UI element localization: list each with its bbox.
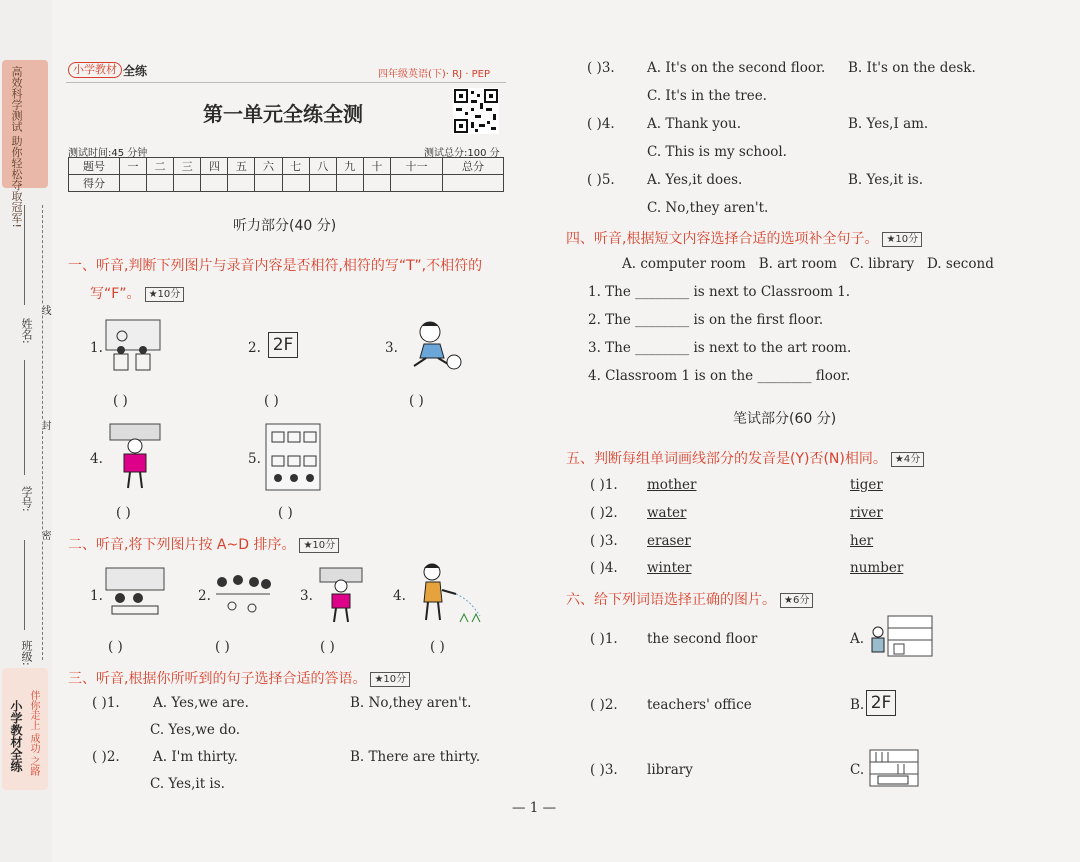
page-title: 第一单元全练全测 — [203, 102, 363, 126]
s3-q5-c: C. No,they aren't. — [647, 200, 769, 216]
s3-q2-b: B. There are thirty. — [350, 749, 481, 765]
grade-info: 四年级英语(下)· RJ · PEP — [378, 69, 490, 80]
s6-row-1-paren[interactable]: ( )1. — [590, 631, 618, 647]
section-3-points-text: 10分 — [383, 674, 407, 685]
s3-q3-paren[interactable]: ( )3. — [587, 60, 615, 76]
floor-2f-box — [268, 332, 298, 358]
boy-with-book-image — [318, 566, 364, 626]
girl-watering-plants-image — [410, 560, 488, 628]
line-char-1: 线 — [39, 305, 50, 315]
score-cell — [390, 175, 442, 192]
section-5-title — [566, 448, 924, 468]
section-2-title — [68, 534, 339, 554]
score-col: 八 — [309, 158, 336, 175]
section-4-points: ★10分 — [882, 232, 922, 247]
line-char-3: 密 — [39, 530, 50, 540]
s4-line-4: 4. Classroom 1 is on the ________ floor. — [588, 368, 851, 384]
section-1-title-cont — [90, 283, 184, 303]
score-col: 六 — [255, 158, 282, 175]
id-label: 学号: — [20, 486, 33, 512]
s1-paren-3[interactable]: ( ) — [409, 393, 424, 409]
s1-item-3-label: 3. — [385, 340, 398, 356]
s3-q4-a: A. Thank you. — [647, 116, 741, 132]
score-row-numbers — [69, 158, 504, 175]
s1-paren-2[interactable]: ( ) — [264, 393, 279, 409]
line-char-2: 封 — [39, 420, 50, 430]
section-6-title-text: 六、给下列词语选择正确的图片。 — [566, 592, 776, 608]
s3-q4-b: B. Yes,I am. — [848, 116, 929, 132]
s5-row-4-word1: winter — [647, 560, 692, 576]
score-cell — [443, 175, 504, 192]
library-children-image — [104, 566, 166, 624]
class-label: 班级: — [20, 640, 33, 666]
s3-q1-paren[interactable]: ( )1. — [92, 695, 120, 711]
floor-2f-box-2 — [866, 690, 896, 716]
section-5-points-text: 4分 — [903, 454, 921, 465]
score-col: 一 — [120, 158, 147, 175]
s6-row-3-paren[interactable]: ( )3. — [590, 762, 618, 778]
listening-heading: 听力部分(40 分) — [233, 218, 337, 234]
s1-item-4-label: 4. — [90, 451, 103, 467]
score-table — [68, 157, 504, 192]
s5-row-1-word2: tiger — [850, 477, 883, 493]
s2-paren-1[interactable]: ( ) — [108, 639, 123, 655]
s6-row-1-opt: A. — [850, 631, 865, 647]
s6-row-1-text: the second floor — [647, 631, 758, 647]
section-4-points-text: 10分 — [895, 234, 919, 245]
s3-q2-c: C. Yes,it is. — [150, 776, 225, 792]
library-shelves-image — [868, 748, 920, 788]
s3-q2-paren[interactable]: ( )2. — [92, 749, 120, 765]
s5-row-2-paren[interactable]: ( )2. — [590, 505, 618, 521]
section-5-points: ★4分 — [891, 452, 924, 467]
section-2-title-text: 二、听音,将下列图片按 A~D 排序。 — [68, 537, 296, 553]
s3-q5-b: B. Yes,it is. — [848, 172, 924, 188]
floor-2f-text-2: 2F — [870, 693, 892, 713]
score-row-scores — [69, 175, 504, 192]
score-cell — [255, 175, 282, 192]
s3-q1-b: B. No,they aren't. — [350, 695, 472, 711]
s6-row-2-opt: B. — [850, 697, 865, 713]
s4-line-3: 3. The ________ is next to the art room. — [588, 340, 852, 356]
s2-paren-2[interactable]: ( ) — [215, 639, 230, 655]
score-cell — [282, 175, 309, 192]
score-col: 二 — [147, 158, 174, 175]
s1-item-5-label: 5. — [248, 451, 261, 467]
s6-row-2-paren[interactable]: ( )2. — [590, 697, 618, 713]
section-6-points: ★6分 — [780, 593, 813, 608]
brand-logo — [68, 62, 122, 78]
score-cell — [363, 175, 390, 192]
s2-item-1-label: 1. — [90, 588, 103, 604]
s1-paren-4[interactable]: ( ) — [116, 505, 131, 521]
section-1-points-text: 10分 — [157, 289, 181, 300]
section-1-title-text: 一、听音,判断下列图片与录音内容是否相符,相符的写“T”,不相符的 — [68, 258, 483, 274]
s1-paren-5[interactable]: ( ) — [278, 505, 293, 521]
score-header-label: 题号 — [69, 158, 120, 175]
section-1-title — [68, 255, 482, 275]
section-4-title-text: 四、听音,根据短文内容选择合适的选项补全句子。 — [566, 231, 879, 247]
qr-code — [453, 88, 499, 134]
s3-q4-c: C. This is my school. — [647, 144, 787, 160]
s6-row-3-opt: C. — [850, 762, 865, 778]
class-line — [24, 540, 25, 630]
s3-q5-paren[interactable]: ( )5. — [587, 172, 615, 188]
s2-item-3-label: 3. — [300, 588, 313, 604]
slogan-text: 高效科学测试 助你轻松夺取冠军! — [10, 66, 23, 228]
score-cell — [309, 175, 336, 192]
test-time: 测试时间:45 分钟 — [68, 148, 148, 159]
score-cell — [336, 175, 363, 192]
score-row-label: 得分 — [69, 175, 120, 192]
s5-row-2-word2: river — [850, 505, 883, 521]
s3-q3-c: C. It's in the tree. — [647, 88, 767, 104]
s5-row-4-word2: number — [850, 560, 904, 576]
s3-q3-a: A. It's on the second floor. — [647, 60, 826, 76]
score-col-total: 总分 — [443, 158, 504, 175]
score-col: 九 — [336, 158, 363, 175]
s4-options: A. computer room B. art room C. library D. second — [622, 256, 994, 272]
section-2-points: ★10分 — [299, 538, 339, 553]
score-col: 十 — [363, 158, 390, 175]
s3-q1-a: A. Yes,we are. — [153, 695, 249, 711]
score-cell — [174, 175, 201, 192]
section-3-points: ★10分 — [370, 672, 410, 687]
brand-vertical: 小学教材全练 — [9, 700, 23, 772]
s3-q2-a: A. I'm thirty. — [153, 749, 238, 765]
s2-paren-4[interactable]: ( ) — [430, 639, 445, 655]
s6-row-2-text: teachers' office — [647, 697, 752, 713]
section-1-title2: 写“F”。 — [90, 286, 141, 302]
page-number: — 1 — — [512, 800, 557, 816]
score-cell — [120, 175, 147, 192]
seal-line — [42, 205, 43, 660]
s3-q5-a: A. Yes,it does. — [647, 172, 743, 188]
s1-item-1-label: 1. — [90, 340, 103, 356]
floor-2f-text: 2F — [272, 335, 294, 355]
s2-item-2-label: 2. — [198, 588, 211, 604]
section-1-points: ★10分 — [145, 287, 185, 302]
id-line — [24, 360, 25, 475]
section-6-title — [566, 589, 813, 609]
s5-row-3-paren[interactable]: ( )3. — [590, 533, 618, 549]
score-cell — [228, 175, 255, 192]
section-5-title-text: 五、判断每组单词画线部分的发音是(Y)否(N)相同。 — [566, 451, 887, 467]
section-3-title-text: 三、听音,根据你所听到的句子选择合适的答语。 — [68, 671, 367, 687]
s5-row-3-word1: eraser — [647, 533, 691, 549]
s2-paren-3[interactable]: ( ) — [320, 639, 335, 655]
brand-suffix: 全练 — [123, 64, 148, 78]
brand-logo-text: 小学教材 — [73, 63, 117, 76]
boy-reading-book-image — [108, 422, 162, 492]
s5-row-3-word2: her — [850, 533, 874, 549]
s5-row-4-paren[interactable]: ( )4. — [590, 560, 618, 576]
s3-q1-c: C. Yes,we do. — [150, 722, 241, 738]
section-3-title — [68, 668, 410, 688]
s4-line-1: 1. The ________ is next to Classroom 1. — [588, 284, 851, 300]
score-col: 五 — [228, 158, 255, 175]
brand-sub2-vertical: 之路 — [28, 756, 39, 776]
s1-item-2-label: 2. — [248, 340, 261, 356]
test-total: 测试总分:100 分 — [424, 148, 500, 159]
teachers-office-image — [868, 614, 934, 662]
classroom-teacher-image — [104, 316, 162, 378]
s5-row-2-word1: water — [647, 505, 687, 521]
header-rule — [66, 82, 506, 83]
score-col: 三 — [174, 158, 201, 175]
s6-row-3-text: library — [647, 762, 693, 778]
name-line — [24, 205, 25, 305]
name-label: 姓名: — [20, 318, 33, 344]
computer-room-image — [264, 422, 322, 492]
section-2-points-text: 10分 — [312, 540, 336, 551]
s3-q3-b: B. It's on the desk. — [848, 60, 976, 76]
brand-sub-vertical: 伴你走上 成功 — [28, 690, 39, 754]
s1-paren-1[interactable]: ( ) — [113, 393, 128, 409]
boy-soccer-image — [400, 318, 466, 372]
score-col: 十一 — [390, 158, 442, 175]
writing-heading: 笔试部分(60 分) — [733, 411, 837, 427]
section-4-title — [566, 228, 922, 248]
score-cell — [147, 175, 174, 192]
s3-q4-paren[interactable]: ( )4. — [587, 116, 615, 132]
score-col: 七 — [282, 158, 309, 175]
s5-row-1-paren[interactable]: ( )1. — [590, 477, 618, 493]
score-col: 四 — [201, 158, 228, 175]
section-6-points-text: 6分 — [792, 595, 810, 606]
score-cell — [201, 175, 228, 192]
playground-children-image — [212, 570, 274, 618]
s2-item-4-label: 4. — [393, 588, 406, 604]
s4-line-2: 2. The ________ is on the first floor. — [588, 312, 824, 328]
s5-row-1-word1: mother — [647, 477, 697, 493]
